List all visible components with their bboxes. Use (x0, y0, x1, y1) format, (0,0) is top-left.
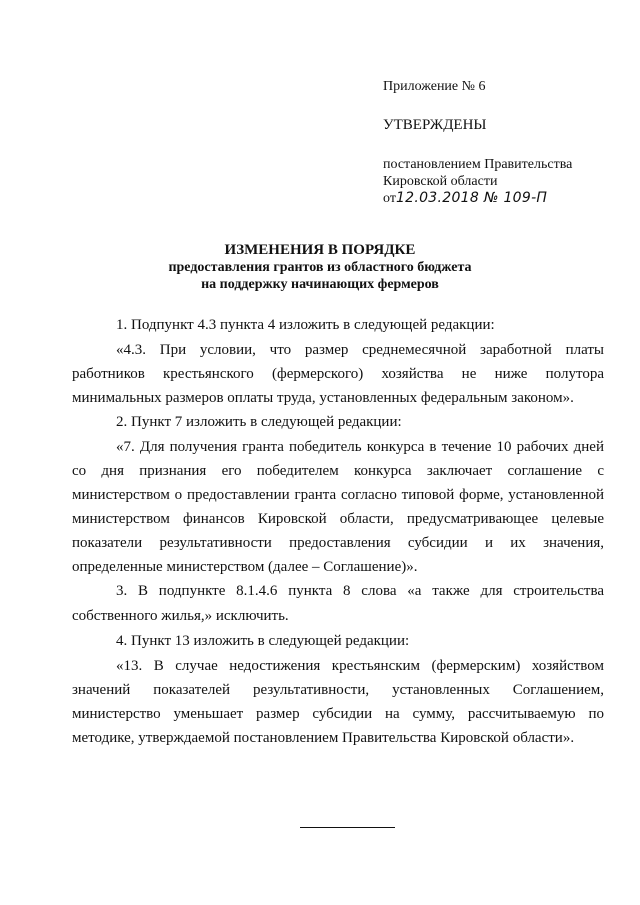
paragraph-6: 4. Пункт 13 изложить в следующей редакции: (116, 633, 410, 649)
document-body (72, 313, 604, 750)
end-separator-line (300, 827, 395, 828)
paragraph-1: 1. Подпункт 4.3 пункта 4 изложить в следующей редакции: (116, 317, 495, 333)
decree-date-prefix: от (383, 191, 396, 206)
approved-stamp: УТВЕРЖДЕНЫ (383, 117, 487, 133)
paragraph-5: 3. В подпункте 8.1.4.6 пункта 8 слова «а также для строительства собственного жилья,» исключить. (72, 583, 604, 624)
paragraph-2: «4.3. При условии, что размер среднемесячной заработной платы работников крестьянского (фермерского) хозяйства не ниже полутора минимальных размеров оплаты труда, установленных федеральным законом». (72, 342, 604, 406)
paragraph-4: «7. Для получения гранта победитель конкурса в течение 10 рабочих дней со дня признания его победителем конкурса заключает соглашение с министерством о предоставлении гранта согласно типовой форме, установленной министерством финансов Кировской области, предусматривающее целевые показатели результативности предоставления субсидии и их значения, определенные министерством (далее – Соглашение)». (72, 439, 604, 575)
paragraph-7: «13. В случае недостижения крестьянским (фермерским) хозяйством значений показателей результативности, установленных Соглашением, министерство уменьшает размер субсидии на сумму, рассчитываемую по методике, утверждаемой постановлением Правительства Кировской области». (72, 658, 604, 746)
decree-line-2: Кировской области (383, 174, 498, 189)
decree-date-line (383, 190, 623, 207)
appendix-number: Приложение № 6 (383, 79, 486, 94)
decree-line-1: постановлением Правительства (383, 157, 573, 172)
decree-date-handwritten: 12.03.2018 № 109-П (395, 190, 548, 206)
paragraph-3: 2. Пункт 7 изложить в следующей редакции: (116, 414, 402, 430)
title-line-2: предоставления грантов из областного бюджета (168, 260, 472, 275)
title-line-1: ИЗМЕНЕНИЯ В ПОРЯДКЕ (224, 242, 416, 258)
document-title (120, 242, 520, 293)
title-line-3: на поддержку начинающих фермеров (201, 277, 439, 292)
approval-header (383, 78, 623, 207)
